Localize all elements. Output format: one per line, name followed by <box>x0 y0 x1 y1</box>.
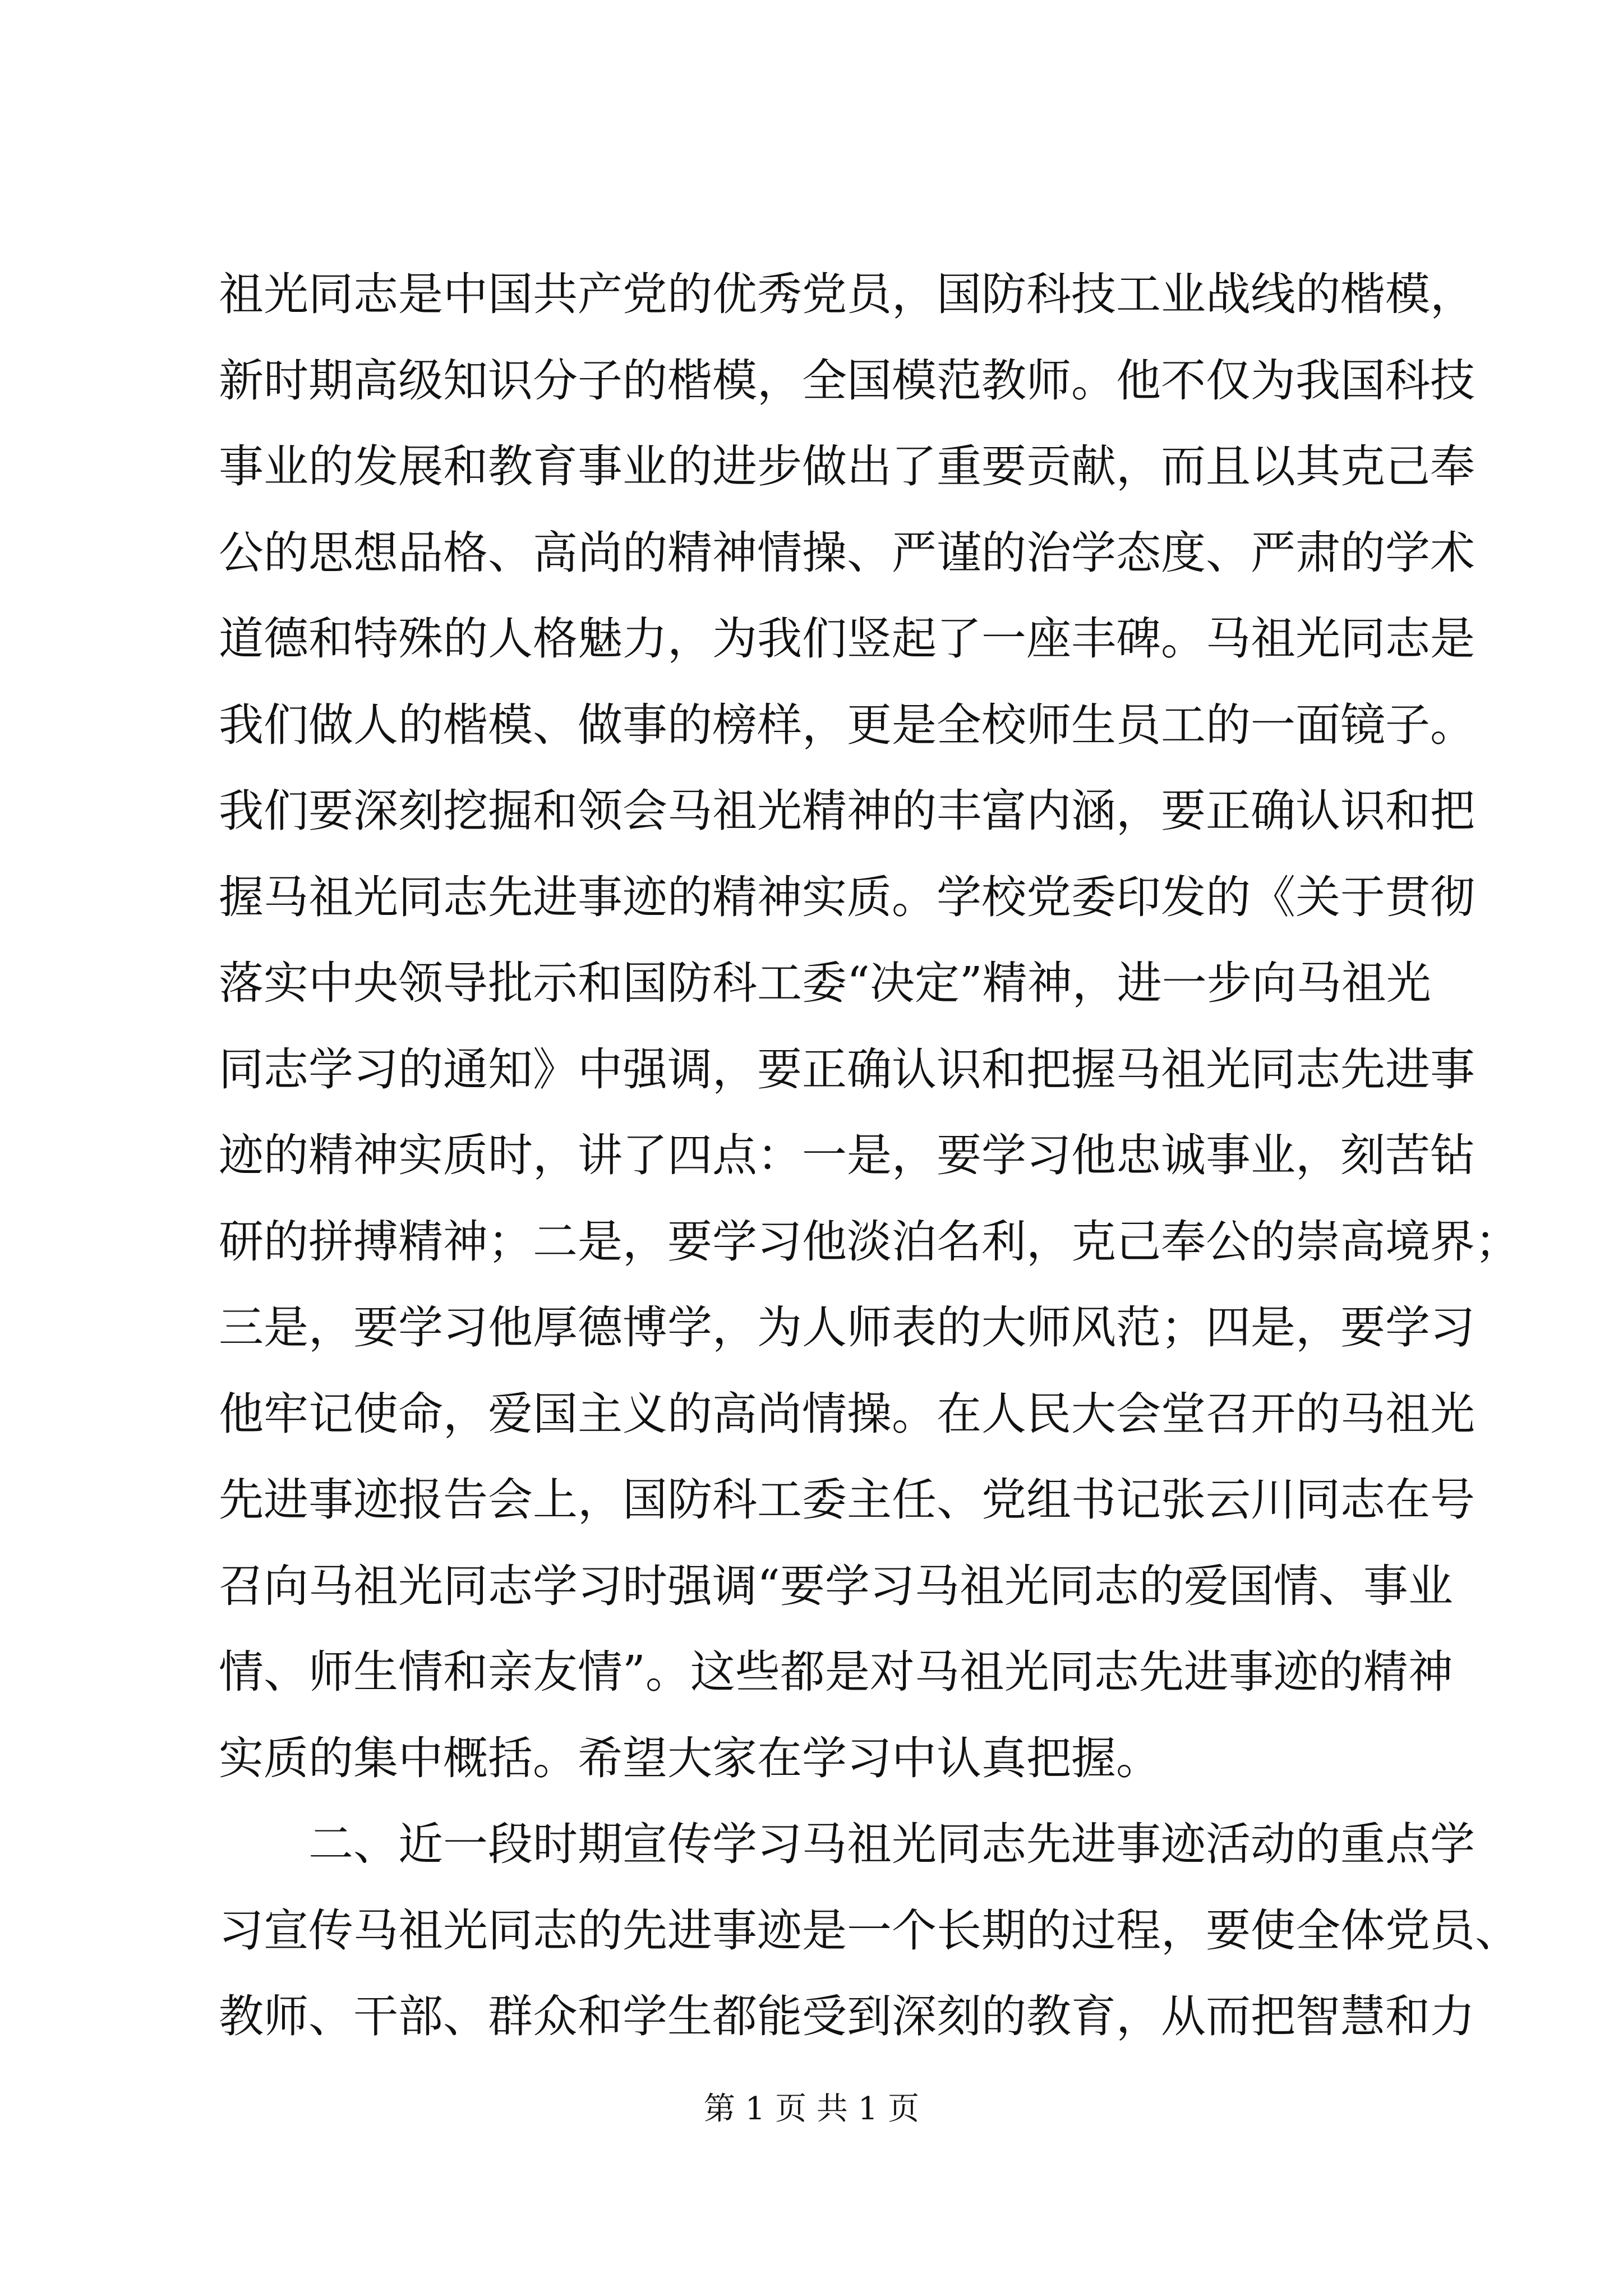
text-line: 我们要深刻挖掘和领会马祖光精神的丰富内涵，要正确认识和把 <box>219 785 1475 837</box>
text-line: 事业的发展和教育事业的进步做出了重要贡献，而且以其克己奉 <box>219 440 1475 493</box>
text-line: 握马祖光同志先进事迹的精神实质。学校党委印发的《关于贯彻 <box>219 871 1475 923</box>
text-line: 教师、干部、群众和学生都能受到深刻的教育，从而把智慧和力 <box>219 1990 1475 2042</box>
text-line: 研的拼搏精神；二是，要学习他淡泊名利，克己奉公的崇高境界； <box>219 1215 1520 1268</box>
text-line: 我们做人的楷模、做事的榜样，更是全校师生员工的一面镜子。 <box>219 698 1475 751</box>
text-line: 祖光同志是中国共产党的优秀党员，国防科技工业战线的楷模， <box>219 268 1475 320</box>
text-line: 先进事迹报告会上，国防科工委主任、党组书记张云川同志在号 <box>219 1474 1475 1526</box>
text-line: 情、师生情和亲友情”。这些都是对马祖光同志先进事迹的精神 <box>219 1646 1453 1698</box>
text-line: 他牢记使命，爱国主义的高尚情操。在人民大会堂召开的马祖光 <box>219 1387 1475 1440</box>
text-line: 落实中央领导批示和国防科工委“决定”精神，进一步向马祖光 <box>219 957 1431 1009</box>
text-line: 新时期高级知识分子的楷模，全国模范教师。他不仅为我国科技 <box>219 354 1475 407</box>
page-footer: 第 1 页 共 1 页 <box>703 2091 920 2127</box>
text-line: 召向马祖光同志学习时强调“要学习马祖光同志的爱国情、事业 <box>219 1559 1453 1612</box>
text-line: 三是，要学习他厚德博学，为人师表的大师风范；四是，要学习 <box>219 1301 1475 1354</box>
text-line: 公的思想品格、高尚的精神情操、严谨的治学态度、严肃的学术 <box>219 526 1475 579</box>
paragraph-end-line: 实质的集中概括。希望大家在学习中认真把握。 <box>219 1732 1161 1784</box>
text-line: 道德和特殊的人格魅力，为我们竖起了一座丰碑。马祖光同志是 <box>219 613 1475 665</box>
section-heading-line: 二、近一段时期宣传学习马祖光同志先进事迹活动的重点学 <box>308 1818 1475 1870</box>
text-line: 同志学习的通知》中强调，要正确认识和把握马祖光同志先进事 <box>219 1043 1475 1096</box>
body-text <box>219 251 1520 2060</box>
text-line: 迹的精神实质时，讲了四点：一是，要学习他忠诚事业，刻苦钻 <box>219 1129 1475 1181</box>
text-line: 习宣传马祖光同志的先进事迹是一个长期的过程，要使全体党员、 <box>219 1904 1520 1957</box>
